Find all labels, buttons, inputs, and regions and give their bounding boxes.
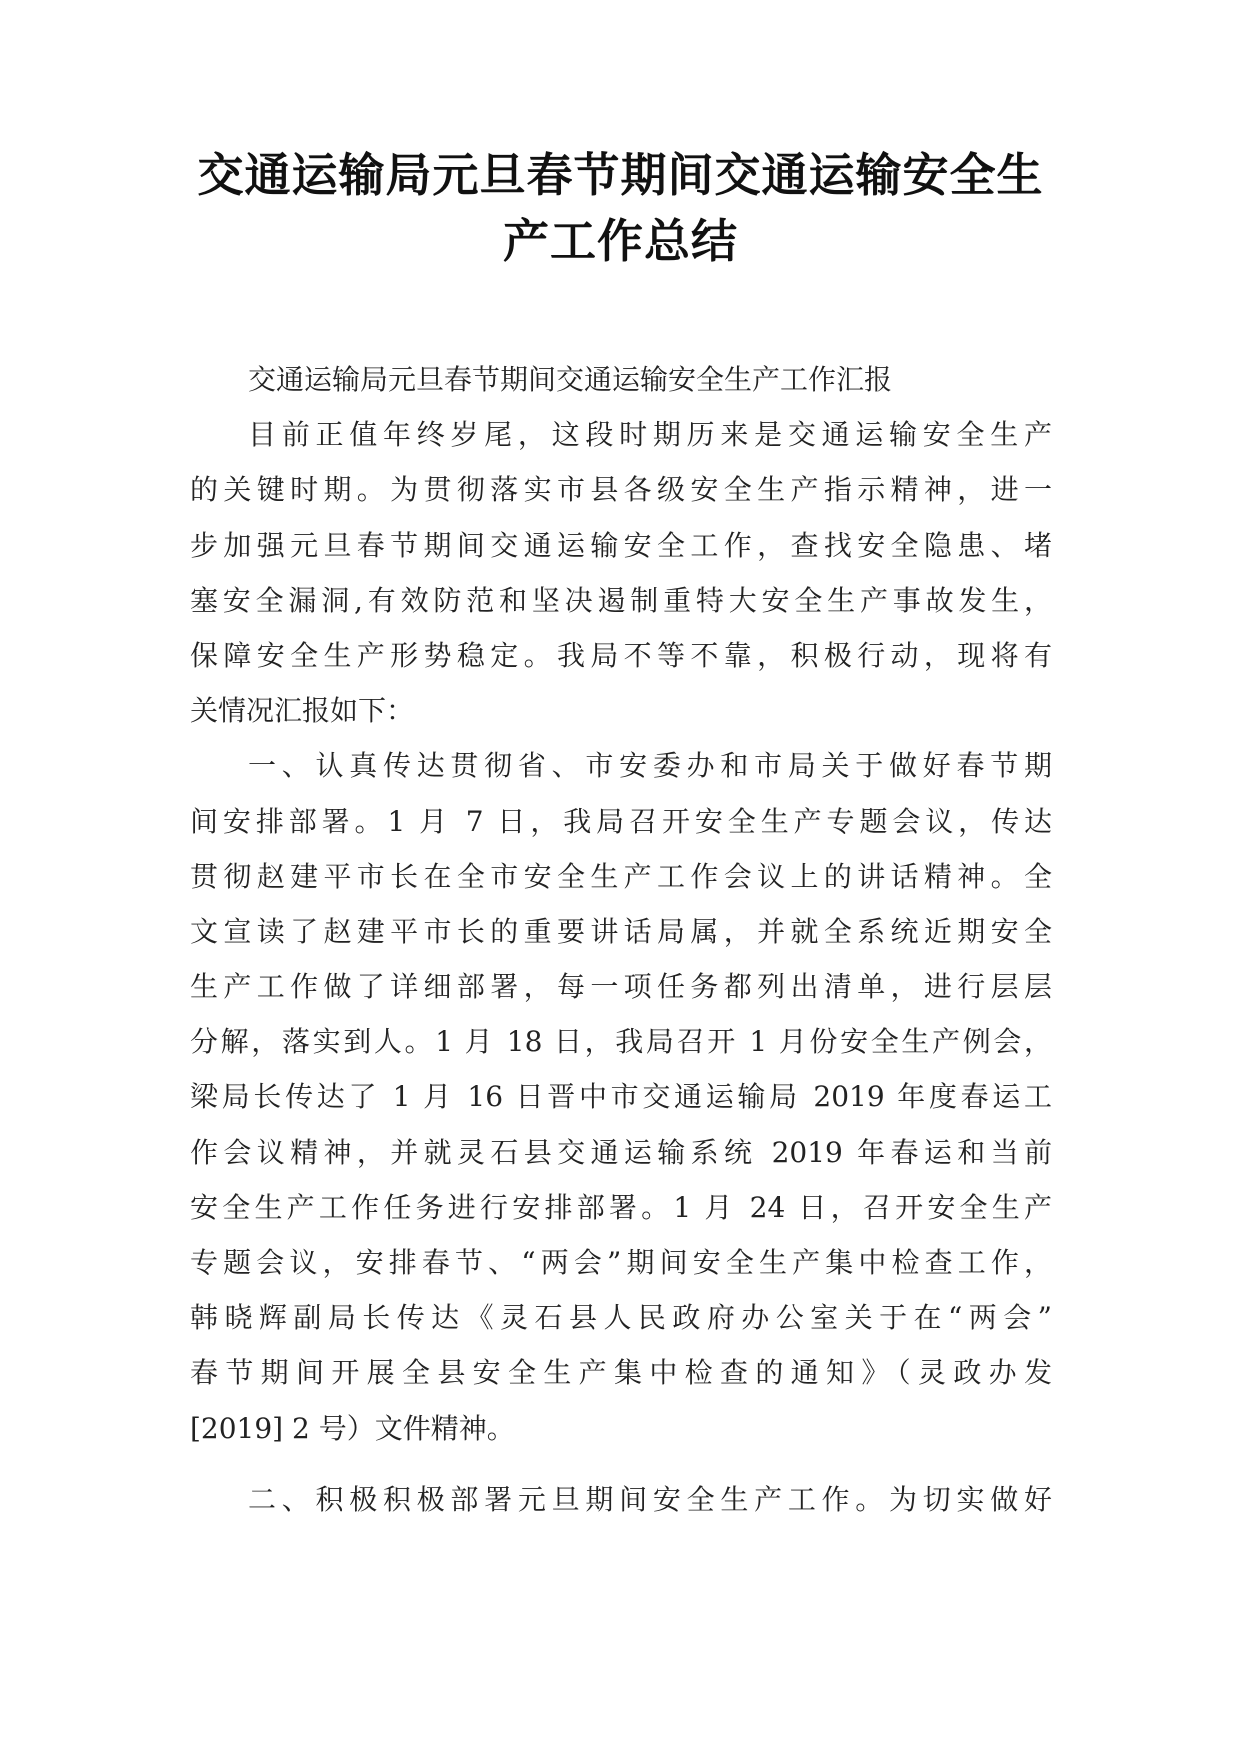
paragraph-line: 梁局长传达了 1 月 16 日晋中市交通运输局 2019 年度春运工 <box>190 1080 1052 1114</box>
document-body <box>190 352 1052 1527</box>
paragraph-line: 专题会议，安排春节、“两会”期间安全生产集中检查工作， <box>190 1246 1052 1279</box>
paragraph-line: 生产工作做了详细部署，每一项任务都列出清单，进行层层 <box>190 970 1052 1004</box>
paragraph-line: 保障安全生产形势稳定。我局不等不靠，积极行动，现将有 <box>190 638 1052 672</box>
paragraph-line: 的关键时期。为贯彻落实市县各级安全生产指示精神，进一 <box>190 473 1052 507</box>
paragraph-line: 韩晓辉副局长传达《灵石县人民政府办公室关于在“两会” <box>190 1301 1052 1335</box>
paragraph-line: 贯彻赵建平市长在全市安全生产工作会议上的讲话精神。全 <box>190 859 1052 893</box>
paragraph-line: 一、认真传达贯彻省、市安委办和市局关于做好春节期 <box>248 749 1052 783</box>
paragraph-intro <box>190 407 1052 738</box>
paragraph-line: 交通运输局元旦春节期间交通运输安全生产工作汇报 <box>248 363 893 396</box>
title-line: 交通运输局元旦春节期间交通运输安全生 <box>197 148 1044 202</box>
paragraph-line: 关情况汇报如下： <box>190 694 415 728</box>
paragraph-line: 分解，落实到人。1 月 18 日，我局召开 1 月份安全生产例会， <box>190 1025 1052 1059</box>
paragraph-line: 文宣读了赵建平市长的重要讲话局属，并就全系统近期安全 <box>190 914 1052 948</box>
paragraph-line: 安全生产工作任务进行安排部署。1 月 24 日，召开安全生产 <box>190 1190 1052 1224</box>
document-title <box>150 142 1091 274</box>
paragraph-section-two <box>190 1472 1052 1527</box>
paragraph-line: 步加强元旦春节期间交通运输安全工作，查找安全隐患、堵 <box>190 528 1052 562</box>
paragraph-line: [2019] 2 号）文件精神。 <box>190 1411 515 1445</box>
paragraph-report-heading <box>190 352 1052 407</box>
paragraph-line: 作会议精神，并就灵石县交通运输系统 2019 年春运和当前 <box>190 1135 1052 1169</box>
title-line: 产工作总结 <box>503 214 738 268</box>
paragraph-line: 春节期间开展全县安全生产集中检查的通知》（灵政办发 <box>190 1356 1052 1390</box>
paragraph-line: 二、积极积极部署元旦期间安全生产工作。为切实做好 <box>248 1482 1052 1516</box>
paragraph-line: 目前正值年终岁尾，这段时期历来是交通运输安全生产 <box>248 418 1052 452</box>
paragraph-line: 间安排部署。1 月 7 日，我局召开安全生产专题会议，传达 <box>190 804 1052 838</box>
paragraph-gap <box>190 1456 1052 1472</box>
paragraph-section-one <box>190 738 1052 1455</box>
paragraph-line: 塞安全漏洞,有效防范和坚决遏制重特大安全生产事故发生， <box>190 583 1052 617</box>
